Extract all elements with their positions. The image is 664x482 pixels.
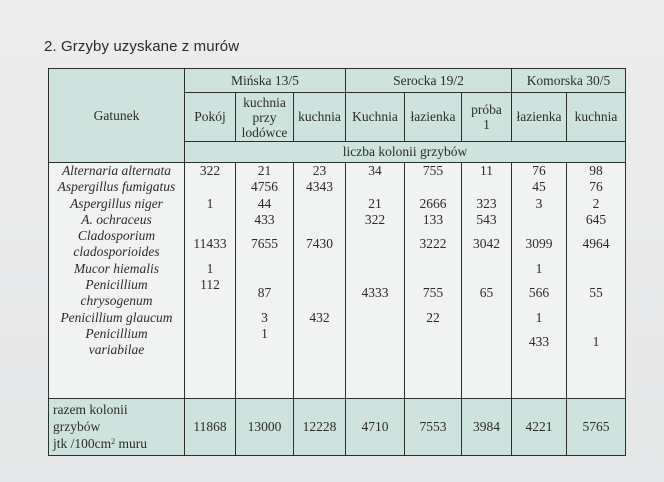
cell-value: 1 [261,325,268,341]
species-name: Aspergillus niger [70,195,163,211]
cell-value: 98 [589,163,603,178]
species-list [49,163,185,399]
location-header-serocka: Serocka 19/2 [346,69,512,93]
species-name: Penicillium glaucum [60,309,173,325]
values-column-kuchnia-przy-lodowce [236,163,294,399]
cell-value: 65 [479,285,494,301]
column-header-kuchnia-komorska: kuchnia [567,93,626,142]
cell-value: 322 [199,163,221,178]
location-header-komorska: Komorska 30/5 [512,69,626,93]
cell-value: 3 [535,195,543,211]
cell-value [346,228,404,261]
cell-value: 7655 [251,236,278,252]
cell-value: 76 [589,179,603,195]
cell-value [346,310,404,326]
column-header-line: próba [471,102,502,117]
total-value: 4221 [512,399,567,456]
cell-value [405,261,461,277]
column-header-line: lodówce [241,124,288,140]
column-header-proba-1 [462,93,512,142]
cell-value [567,261,625,277]
fungi-table [48,68,626,456]
cell-value [185,212,235,228]
cell-value: 133 [422,211,444,227]
cell-value: 1 [535,260,543,276]
values-column-pokoj [185,163,236,399]
cell-value [294,196,345,212]
cell-value: 22 [426,309,440,325]
total-value: 7553 [405,399,462,456]
cell-value: 21 [368,195,382,211]
species-name: Aspergillus fumigatus [57,179,176,195]
values-column-kuchnia-minska [294,163,346,399]
cell-value: 4343 [306,179,333,195]
section-title: 2. Grzyby uzyskane z murów [44,38,240,55]
column-header-pokoj: Pokój [185,93,236,142]
species-name: Alternaria alternata [61,163,172,178]
cell-value: 2 [592,195,600,211]
species-header: Gatunek [49,69,185,163]
unit-text: jtk /100cm [53,435,112,451]
cell-value: 645 [585,211,607,227]
column-header-line: przy [252,109,277,125]
unit-row: liczba kolonii grzybów [185,142,626,163]
cell-value: 11 [480,163,493,178]
cell-value [294,277,345,310]
species-name: chrysogenum [80,293,153,309]
cell-value [185,310,235,326]
total-value: 11868 [185,399,236,456]
column-header-lazienka-serocka: łazienka [405,93,462,142]
cell-value: 323 [476,195,497,211]
values-column-proba-1 [462,163,512,399]
cell-value: 11433 [193,236,227,252]
values-column-lazienka-serocka [405,163,462,399]
values-column-kuchnia-komorska [567,163,626,399]
species-name: A. ochraceus [81,211,152,227]
cell-value [512,212,566,228]
species-name: Mucor hiemalis [73,260,160,276]
total-label-line: grzybów [53,418,101,434]
total-value: 12228 [294,399,346,456]
cell-value: 4756 [251,179,278,195]
cell-value [185,179,235,195]
cell-value: 3042 [473,236,500,252]
cell-value: 3222 [419,236,447,252]
cell-value [294,326,345,342]
cell-value: 1 [592,333,600,349]
cell-value: 755 [422,285,444,301]
cell-value: 44 [257,195,272,211]
cell-value: 755 [422,163,444,178]
column-header-kuchnia-minska: kuchnia [294,93,346,142]
cell-value [294,261,345,277]
cell-value: 76 [532,163,546,178]
cell-value: 4964 [582,236,610,252]
cell-value: 87 [257,285,272,301]
cell-value: 1 [535,309,543,325]
cell-value: 433 [254,211,275,227]
cell-value: 21 [257,163,272,178]
column-header-kuchnia-przy-lodowce [236,93,294,142]
cell-value: 543 [476,211,497,227]
total-value: 5765 [567,399,626,456]
species-name: variabilae [88,342,145,358]
species-name: cladosporioides [73,244,160,260]
total-value: 13000 [236,399,294,456]
cell-value: 322 [364,211,386,227]
cell-value [185,326,235,359]
total-label [49,399,185,456]
cell-value: 3099 [525,236,553,252]
cell-value [346,261,404,277]
cell-value: 433 [528,333,550,349]
cell-value [462,179,511,195]
cell-value: 432 [309,309,330,325]
column-header-line: kuchnia [243,94,286,110]
location-header-minska: Mińska 13/5 [185,69,346,93]
species-name: Penicillium [85,277,148,293]
cell-value [462,261,511,277]
cell-value: 2666 [419,195,447,211]
species-name: Cladosporium [77,228,156,244]
unit-text-suffix: muru [115,435,147,451]
cell-value: 1 [206,260,214,276]
cell-value: 23 [312,163,327,178]
species-name: Penicillium [85,325,148,341]
cell-value: 112 [200,277,220,293]
cell-value: 45 [532,179,546,195]
cell-value: 3 [261,309,268,325]
total-label-line: razem kolonii [53,401,128,417]
cell-value [294,212,345,228]
cell-value: 4333 [361,285,389,301]
cell-value [405,326,461,342]
cell-value: 566 [528,285,550,301]
cell-value [462,326,511,342]
cell-value: 34 [368,163,382,178]
cell-value [567,310,625,326]
cell-value [346,326,404,342]
cell-value: 1 [206,195,214,211]
column-header-lazienka-komorska: łazienka [512,93,567,142]
total-value: 3984 [462,399,512,456]
cell-value: 55 [589,285,603,301]
values-column-lazienka-komorska [512,163,567,399]
column-header-line: 1 [483,117,490,132]
values-column-kuchnia-serocka [346,163,405,399]
cell-value [346,179,404,195]
unit-superscript: 2 [111,436,116,446]
cell-value [405,179,461,195]
total-value: 4710 [346,399,405,456]
column-header-kuchnia-serocka: Kuchnia [346,93,405,142]
total-label-unit [53,436,184,453]
cell-value [236,261,293,277]
cell-value: 7430 [306,236,333,252]
cell-value [462,310,511,326]
